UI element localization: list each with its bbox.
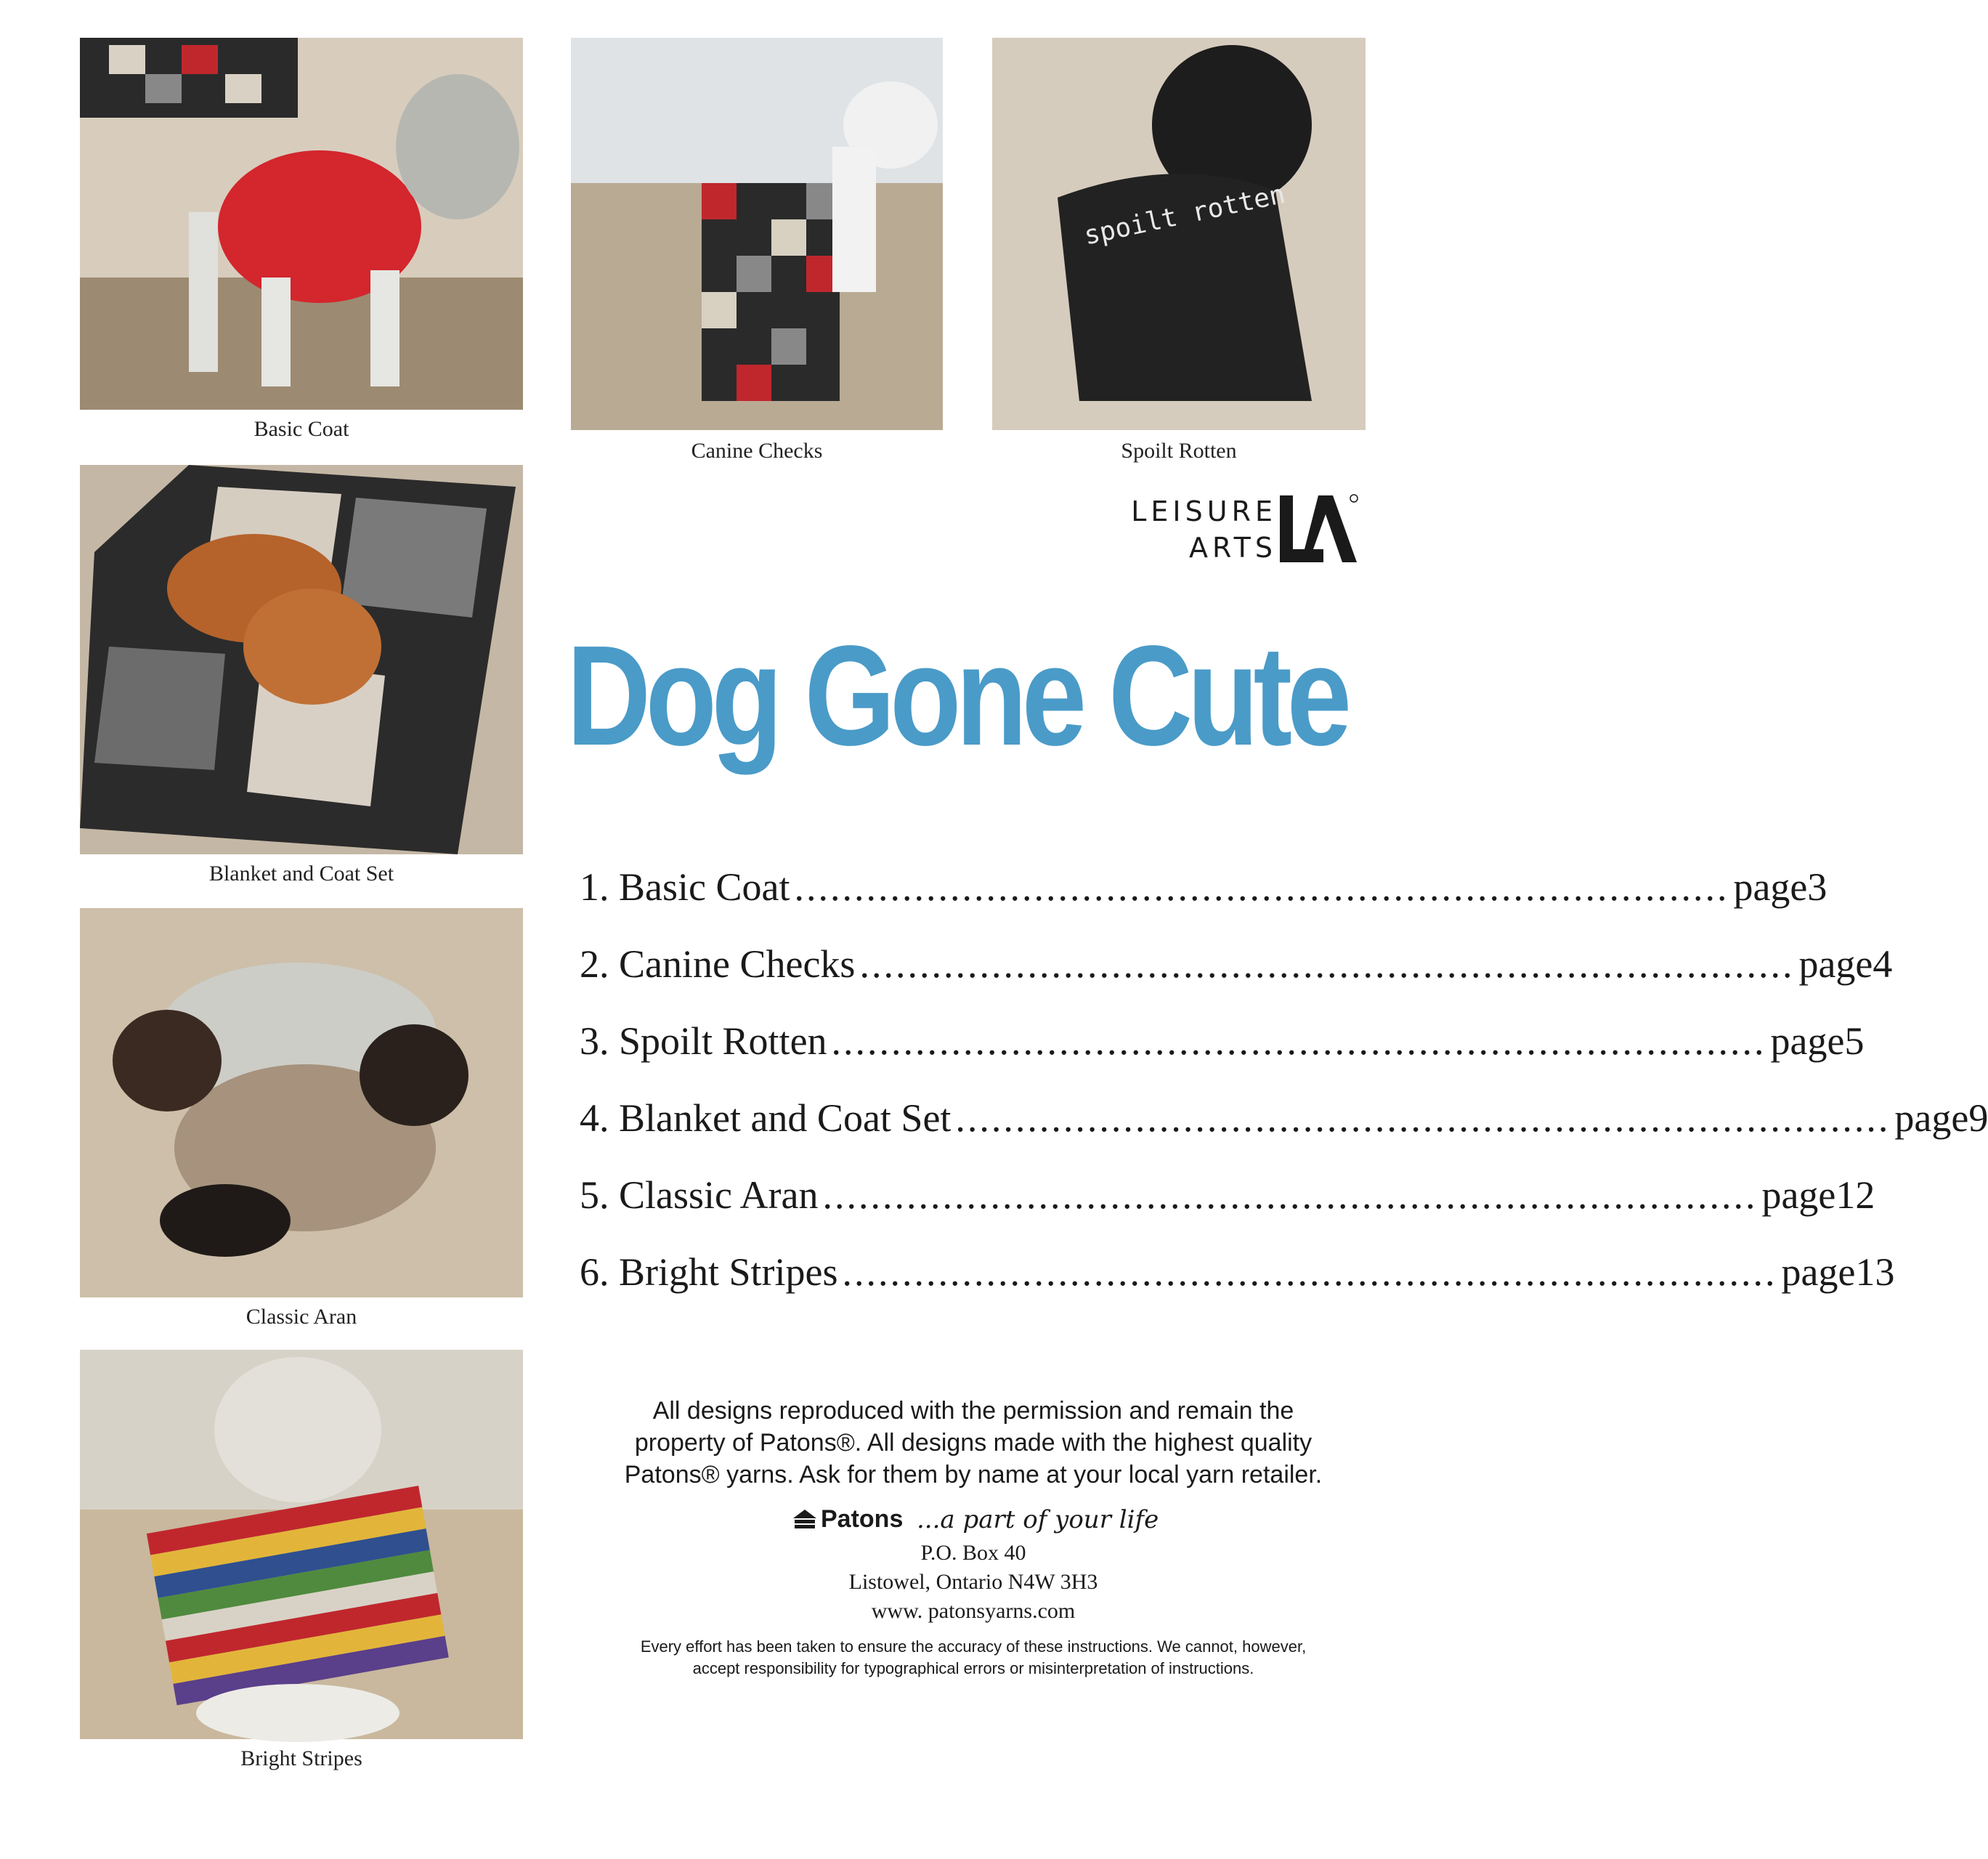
- toc-item: [580, 1172, 1875, 1250]
- photo-canine-checks: [571, 38, 943, 430]
- caption-basic-coat: Basic Coat: [253, 417, 349, 441]
- basic-coat-illustration: [80, 38, 523, 410]
- toc-item-page: [1894, 1095, 1988, 1141]
- toc-leader-dots: ..............................................................................: [831, 1019, 1766, 1063]
- photo-basic-coat: [80, 38, 523, 410]
- credits-line: Patons® yarns. Ask for them by name at your local yarn retailer.: [624, 1461, 1323, 1489]
- toc-page-word: page: [1894, 1096, 1969, 1140]
- toc-item: [580, 941, 1893, 1018]
- patons-brand-line: [792, 1505, 1198, 1542]
- canine-checks-illustration: [571, 38, 943, 430]
- toc-page-number: 12: [1835, 1173, 1875, 1217]
- toc-page-number: 9: [1968, 1096, 1988, 1140]
- toc-leader-dots: ..............................................................................: [955, 1096, 1891, 1140]
- toc-page-number: 5: [1844, 1019, 1865, 1063]
- toc-item-label: 1. Basic Coat: [580, 865, 790, 909]
- address-city: Listowel, Ontario N4W 3H3: [848, 1570, 1098, 1594]
- spoilt-rotten-illustration: [992, 38, 1366, 430]
- toc-item: [580, 1250, 1895, 1327]
- bright-stripes-illustration: [80, 1350, 523, 1739]
- disclaimer: [596, 1636, 1351, 1680]
- toc-leader-dots: ..............................................................................: [794, 865, 1729, 909]
- toc-leader-dots: ..............................................................................: [842, 1250, 1777, 1294]
- toc-item-label: 4. Blanket and Coat Set: [580, 1096, 952, 1140]
- caption-bright-stripes: Bright Stripes: [240, 1746, 362, 1770]
- photo-blanket-coat-set: [80, 465, 523, 854]
- toc-page-word: page: [1770, 1019, 1845, 1063]
- toc-leader-dots: ..............................................................................: [859, 942, 1795, 986]
- toc-item: [580, 1095, 1988, 1172]
- toc-item-page: [1733, 864, 1827, 910]
- address-website: www. patonsyarns.com: [871, 1599, 1076, 1623]
- toc-item-label: 3. Spoilt Rotten: [580, 1019, 827, 1063]
- mailing-address: [726, 1539, 1220, 1626]
- toc-item-page: [1771, 1018, 1865, 1064]
- patons-brand-name: Patons: [821, 1505, 904, 1533]
- photo-bright-stripes: [80, 1350, 523, 1739]
- toc-page-number: 4: [1873, 942, 1893, 986]
- disclaimer-line: accept responsibility for typographical errors or misinterpretation of instructions.: [692, 1659, 1254, 1677]
- toc-page-word: page: [1733, 865, 1808, 909]
- toc-page-word: page: [1798, 942, 1873, 986]
- photo-spoilt-rotten: [992, 38, 1366, 430]
- disclaimer-line: Every effort has been taken to ensure the accuracy of these instructions. We cannot, however,: [640, 1637, 1307, 1656]
- toc-leader-dots: ..............................................................................: [822, 1173, 1758, 1217]
- classic-aran-illustration: [80, 908, 523, 1297]
- caption-spoilt-rotten: Spoilt Rotten: [1121, 439, 1237, 463]
- photo-classic-aran: [80, 908, 523, 1297]
- page-title: Dog Gone Cute: [567, 616, 1347, 775]
- toc-page-word: page: [1761, 1173, 1836, 1217]
- toc-item-label: 5. Classic Aran: [580, 1173, 819, 1217]
- caption-canine-checks: Canine Checks: [691, 439, 823, 463]
- credits-line: property of Patons®. All designs made with the highest quality: [634, 1429, 1313, 1457]
- toc-item-label: 2. Canine Checks: [580, 942, 856, 986]
- leisure-arts-mark-icon: [1278, 493, 1360, 565]
- toc-page-word: page: [1781, 1250, 1856, 1294]
- toc-item: [580, 864, 1827, 941]
- toc-page-number: 13: [1855, 1250, 1895, 1294]
- blanket-coat-illustration: [80, 465, 523, 854]
- toc-item-page: [1798, 941, 1892, 987]
- patons-logo-icon: [792, 1508, 818, 1533]
- credits-line: All designs reproduced with the permission and remain the: [652, 1397, 1294, 1425]
- toc-item-page: [1782, 1250, 1895, 1295]
- toc-item-label: 6. Bright Stripes: [580, 1250, 838, 1294]
- address-po-box: P.O. Box 40: [920, 1541, 1026, 1565]
- logo-word-leisure: LEISURE: [1131, 495, 1277, 527]
- table-of-contents: [580, 864, 1988, 1327]
- caption-blanket-coat-set: Blanket and Coat Set: [208, 862, 394, 886]
- caption-classic-aran: Classic Aran: [246, 1305, 357, 1329]
- spoilt-rotten-sweater-text: spoilt rotten: [1081, 179, 1288, 251]
- logo-word-arts: ARTS: [1189, 532, 1277, 564]
- toc-page-number: 3: [1807, 865, 1827, 909]
- toc-item: [580, 1018, 1865, 1095]
- credits-paragraph: [581, 1395, 1366, 1491]
- toc-item-page: [1761, 1172, 1875, 1218]
- patons-tagline: ...a part of your life: [917, 1505, 1159, 1534]
